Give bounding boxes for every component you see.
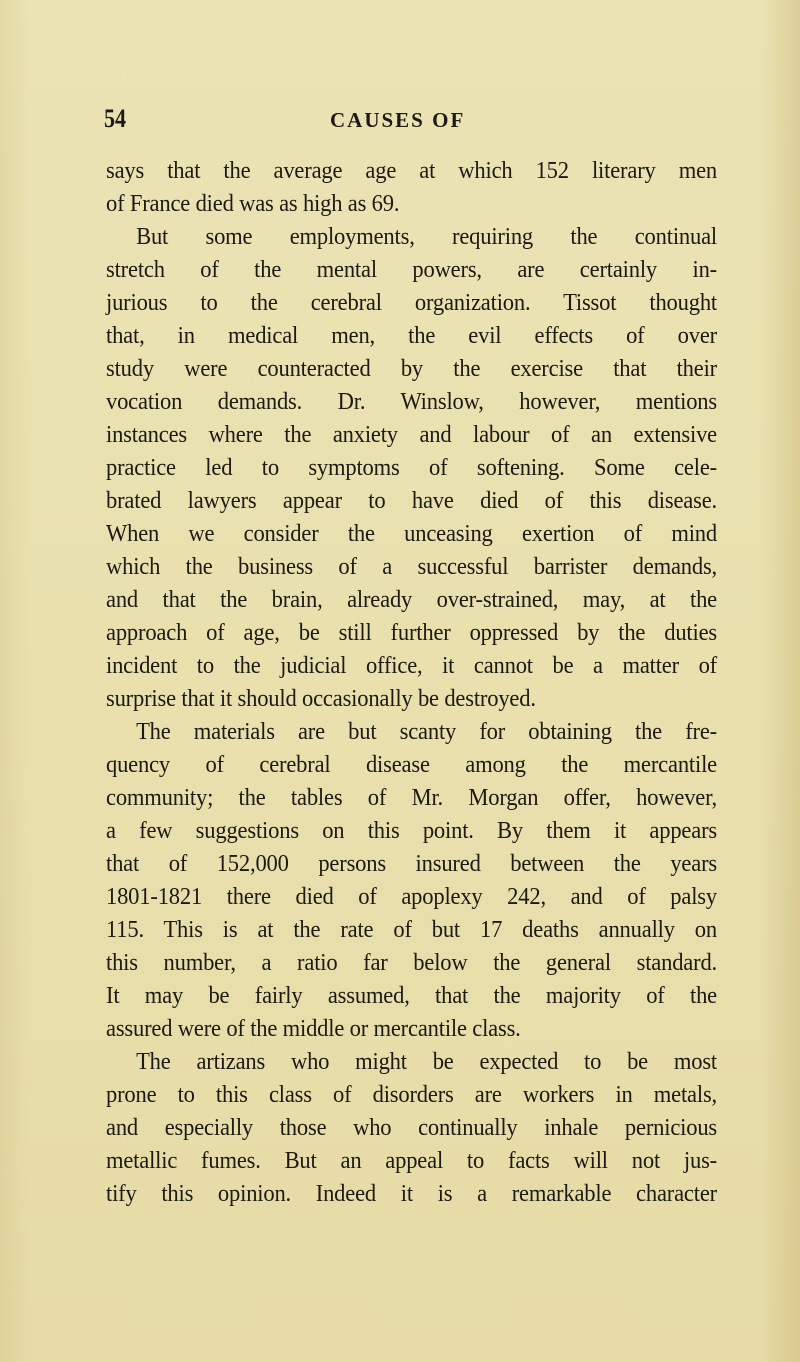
text-line: metallic fumes. But an appeal to facts will not jus- — [106, 1148, 717, 1174]
text-line: It may be fairly assumed, that the majority of the — [106, 983, 717, 1009]
text-line: this number, a ratio far below the general standard. — [106, 950, 717, 976]
text-line: When we consider the unceasing exertion of mind — [106, 521, 717, 547]
text-line: instances where the anxiety and labour of an extensive — [106, 422, 717, 448]
text-line: prone to this class of disorders are workers in metals, — [106, 1082, 717, 1108]
page-header — [104, 104, 704, 144]
text-line: and especially those who continually inhale pernicious — [106, 1115, 717, 1141]
text-line: incident to the judicial office, it cannot be a matter of — [106, 653, 717, 679]
text-line: of France died was as high as 69. — [106, 191, 400, 217]
text-line: brated lawyers appear to have died of this disease. — [106, 488, 717, 514]
text-line: surprise that it should occasionally be destroyed. — [106, 686, 536, 712]
text-line: 1801-1821 there died of apoplexy 242, and of palsy — [106, 884, 717, 910]
text-line: tify this opinion. Indeed it is a remarkable character — [106, 1181, 717, 1207]
text-line: jurious to the cerebral organization. Tissot thought — [106, 290, 717, 316]
text-line: But some employments, requiring the continual — [136, 224, 717, 250]
text-line: that of 152,000 persons insured between the years — [106, 851, 717, 877]
text-line: 115. This is at the rate of but 17 deaths annually on — [106, 917, 717, 943]
text-line: The artizans who might be expected to be most — [136, 1049, 717, 1075]
text-line: assured were of the middle or mercantile class. — [106, 1016, 521, 1042]
text-line: The materials are but scanty for obtaining the fre- — [136, 719, 717, 745]
text-line: quency of cerebral disease among the mercantile — [106, 752, 717, 778]
text-line: that, in medical men, the evil effects of over — [106, 323, 717, 349]
text-line: vocation demands. Dr. Winslow, however, mentions — [106, 389, 717, 415]
page-number: 54 — [104, 104, 127, 133]
text-line: study were counteracted by the exercise that their — [106, 356, 717, 382]
text-line: says that the average age at which 152 literary men — [106, 158, 717, 184]
text-line: and that the brain, already over-strained, may, at the — [106, 587, 717, 613]
text-line: a few suggestions on this point. By them it appears — [106, 818, 717, 844]
text-line: practice led to symptoms of softening. Some cele- — [106, 455, 717, 481]
text-line: community; the tables of Mr. Morgan offer, however, — [106, 785, 717, 811]
text-line: approach of age, be still further oppressed by the duties — [106, 620, 717, 646]
text-line: stretch of the mental powers, are certainly in- — [106, 257, 717, 283]
body-text — [106, 155, 717, 1211]
running-head: CAUSES OF — [330, 108, 466, 132]
text-line: which the business of a successful barrister demands, — [106, 554, 717, 580]
